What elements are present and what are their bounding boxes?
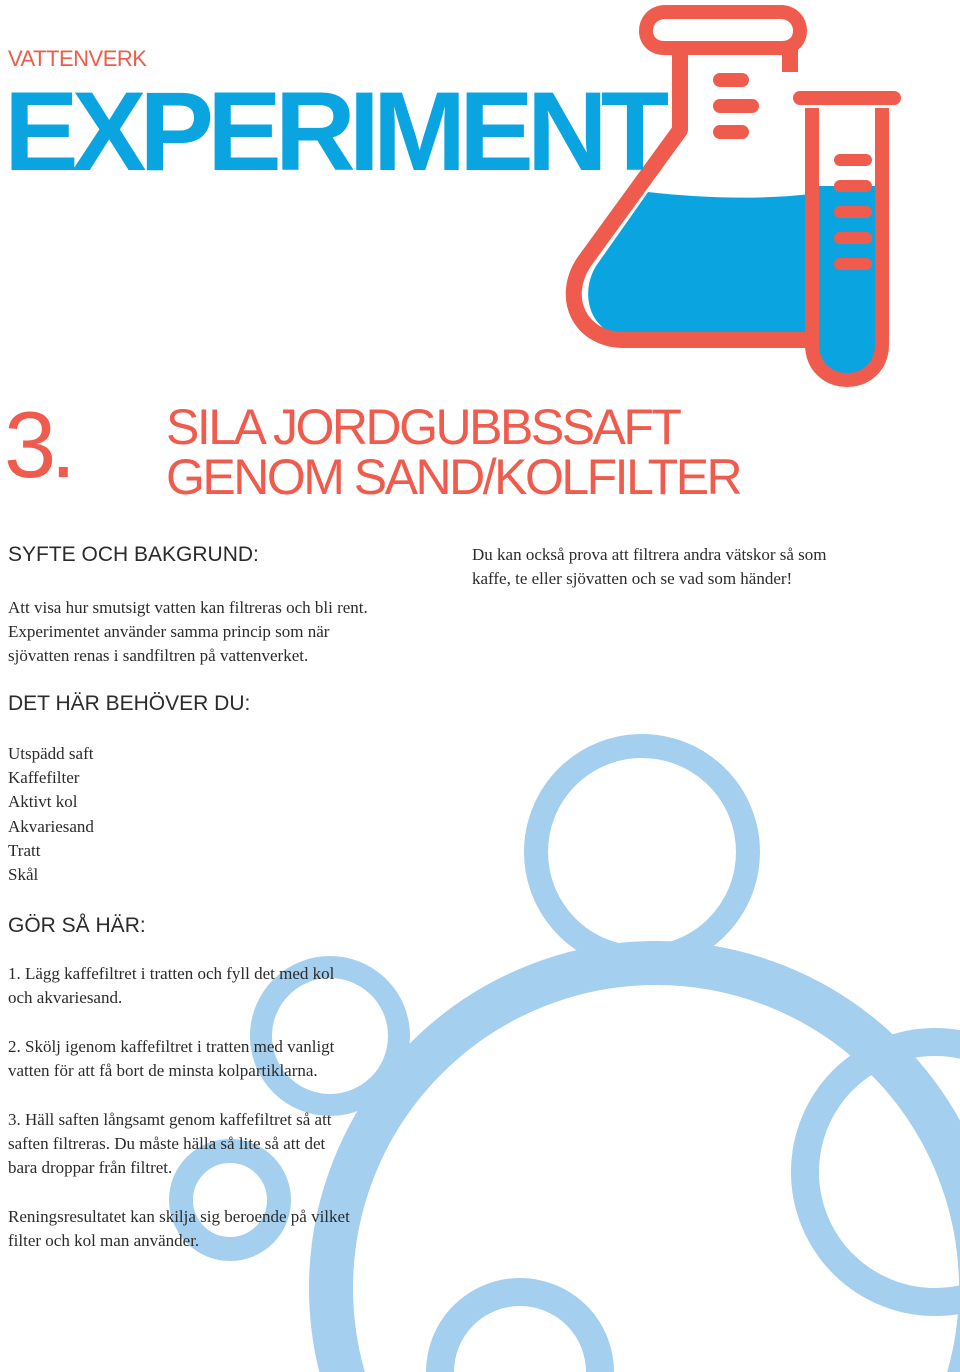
tip-text bbox=[472, 543, 827, 591]
step-line: Reningsresultatet kan skilja sig beroende på vilket bbox=[8, 1207, 350, 1226]
list-item: Tratt bbox=[8, 840, 41, 860]
step-1 bbox=[8, 962, 334, 1010]
materials-heading: DET HÄR BEHÖVER DU: bbox=[8, 692, 251, 715]
list-item: Akvariesand bbox=[8, 816, 94, 836]
step-line: vatten för att få bort de minsta kolpartiklarna. bbox=[8, 1061, 318, 1081]
step-line: 2. Skölj igenom kaffefiltret i tratten med vanligt bbox=[8, 1037, 335, 1056]
purpose-line: sjövatten renas i sandfiltren på vattenverket. bbox=[8, 646, 309, 666]
step-line: och akvariesand. bbox=[8, 988, 123, 1008]
experiment-heading-line-2: GENOM SAND/KOLFILTER bbox=[166, 449, 741, 505]
steps-heading: GÖR SÅ HÄR: bbox=[8, 914, 146, 937]
step-line: 1. Lägg kaffefiltret i tratten och fyll det med kol bbox=[8, 964, 335, 983]
tip-line: Du kan också prova att filtrera andra vätskor så som bbox=[472, 545, 827, 564]
list-item: Skål bbox=[8, 865, 39, 885]
purpose-heading: SYFTE OCH BAKGRUND: bbox=[8, 543, 259, 566]
materials-list bbox=[8, 742, 94, 887]
purpose-line: Att visa hur smutsigt vatten kan filtreras och bli rent. bbox=[8, 598, 368, 617]
purpose-text bbox=[8, 596, 368, 669]
step-3 bbox=[8, 1108, 332, 1181]
list-item: Utspädd saft bbox=[8, 744, 94, 763]
result-note bbox=[8, 1205, 350, 1253]
page-title: EXPERIMENT bbox=[4, 69, 663, 194]
step-line: filter och kol man använder. bbox=[8, 1231, 200, 1251]
step-line: bara droppar från filtret. bbox=[8, 1158, 173, 1178]
step-line: saften filtreras. Du måste hälla så lite så att det bbox=[8, 1134, 326, 1154]
kicker-label: VATTENVERK bbox=[8, 46, 147, 71]
step-2 bbox=[8, 1035, 334, 1083]
list-item: Kaffefilter bbox=[8, 768, 80, 788]
purpose-line: Experimentet använder samma princip som när bbox=[8, 622, 330, 642]
experiment-heading-line-1: SILA JORDGUBBSSAFT bbox=[166, 399, 680, 455]
experiment-heading bbox=[166, 399, 741, 505]
test-tube-icon bbox=[800, 98, 894, 380]
list-item: Aktivt kol bbox=[8, 792, 78, 812]
step-line: 3. Häll saften långsamt genom kaffefiltret så att bbox=[8, 1110, 332, 1129]
experiment-number: 3. bbox=[4, 392, 71, 497]
tip-line: kaffe, te eller sjövatten och se vad som händer! bbox=[472, 569, 793, 589]
erlenmeyer-flask-icon bbox=[560, 0, 960, 390]
